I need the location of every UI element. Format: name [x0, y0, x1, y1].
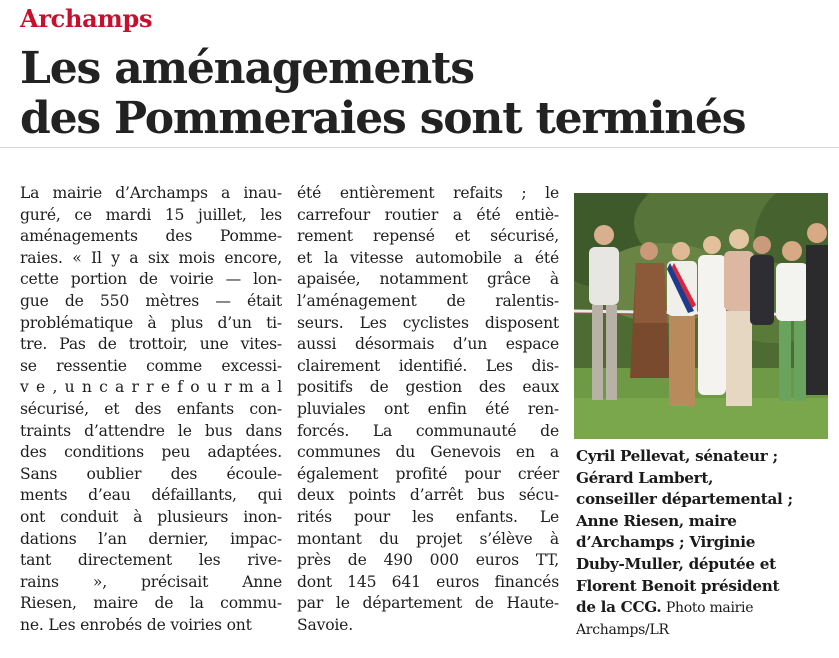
section-kicker: Archamps [20, 4, 153, 33]
photo-credit: Photo mairie [665, 600, 754, 617]
article-text-line: été entièrement refaits ; le [297, 184, 559, 202]
caption-line: d’Archamps ; Virginie [576, 533, 756, 552]
article-text-line: La mairie d’Archamps a inau- [20, 184, 282, 202]
caption-line: conseiller départemental ; [576, 490, 793, 509]
article-text-line: dations l’an dernier, impac- [20, 529, 282, 548]
article-text-line: Savoie. [297, 615, 353, 634]
article-text-line: communes du Genevois en a [297, 443, 559, 462]
event-photo [574, 193, 828, 439]
article-headline [20, 44, 820, 144]
article-text-line: clairement identifié. Les dis- [297, 356, 559, 375]
article-text-line: ne. Les enrobés de voiries ont [20, 615, 252, 634]
article-text-line: également profité pour créer [297, 464, 559, 483]
article-text-line: rement repensé et sécurisé, [297, 227, 559, 246]
photo-caption [576, 446, 832, 641]
article-text-line: ments d’eau défaillants, qui [20, 486, 282, 505]
article-text-line: par le département de Haute- [297, 594, 559, 613]
article-text-line: rités pour les enfants. Le [297, 507, 559, 526]
article-column-2 [297, 183, 559, 636]
article-text-line: traints d’attendre le bus dans [20, 421, 282, 440]
photo-credit-source: Archamps/LR [576, 621, 669, 638]
headline-line-2: des Pommeraies sont terminés [20, 93, 746, 144]
article-text-line: Sans oublier des écoule- [20, 464, 282, 483]
article-text-line: ont conduit à plusieurs inon- [20, 507, 282, 526]
article-text-line: apaisée, notamment grâce à [297, 270, 559, 289]
article-text-line: v e , u n c a r r e f o u r m a l [20, 378, 282, 397]
caption-line: Duby-Muller, députée et [576, 554, 776, 573]
article-text-line: guré, ce mardi 15 juillet, les [20, 205, 282, 224]
article-text-line: raies. « Il y a six mois encore, [20, 248, 282, 267]
caption-line: Cyril Pellevat, sénateur ; [576, 447, 778, 465]
caption-line: Anne Riesen, maire [576, 511, 737, 530]
article-text-line: tre. Pas de trottoir, une vites- [20, 335, 282, 354]
article-text-line: des conditions peu adaptées. [20, 443, 282, 462]
article-text-line: positifs de gestion des eaux [297, 378, 559, 397]
ribbon-cutting-photo [574, 193, 828, 439]
article-text-line: pluviales ont enfin été ren- [297, 399, 559, 418]
article-text-line: cette portion de voirie — lon- [20, 270, 282, 289]
article-text-line: dont 145 641 euros financés [297, 572, 559, 591]
article-text-line: problématique à plus d’un ti- [20, 313, 282, 332]
article-text-line: aménagements des Pomme- [20, 227, 282, 246]
article-text-line: sécurisé, et des enfants con- [20, 399, 282, 418]
article-text-line: montant du projet s’élève à [297, 529, 559, 548]
caption-line: Gérard Lambert, [576, 468, 714, 487]
article-column-1 [20, 183, 282, 636]
article-text-line: rains », précisait Anne [20, 572, 282, 591]
article-text-line: et la vitesse automobile a été [297, 248, 559, 267]
divider [0, 147, 839, 148]
article-text-line: aussi désormais d’un espace [297, 335, 559, 354]
article-text-line: tant directement les rive- [20, 551, 282, 570]
caption-line: Florent Benoit président [576, 576, 780, 595]
article-text-line: seurs. Les cyclistes disposent [297, 313, 559, 332]
article-text-line: près de 490 000 euros TT, [297, 551, 559, 570]
article-text-line: l’aménagement de ralentis- [297, 291, 559, 310]
article-text-line: carrefour routier a été entiè- [297, 205, 559, 224]
article-text-line: Riesen, maire de la commu- [20, 594, 282, 613]
headline-line-1: Les aménagements [20, 43, 474, 94]
article-text-line: forcés. La communauté de [297, 421, 559, 440]
article-text-line: se ressentie comme excessi- [20, 356, 282, 375]
caption-line: de la CCG. [576, 598, 662, 617]
article-text-line: gue de 550 mètres — était [20, 291, 282, 310]
article-text-line: deux points d’arrêt bus sécu- [297, 486, 559, 505]
